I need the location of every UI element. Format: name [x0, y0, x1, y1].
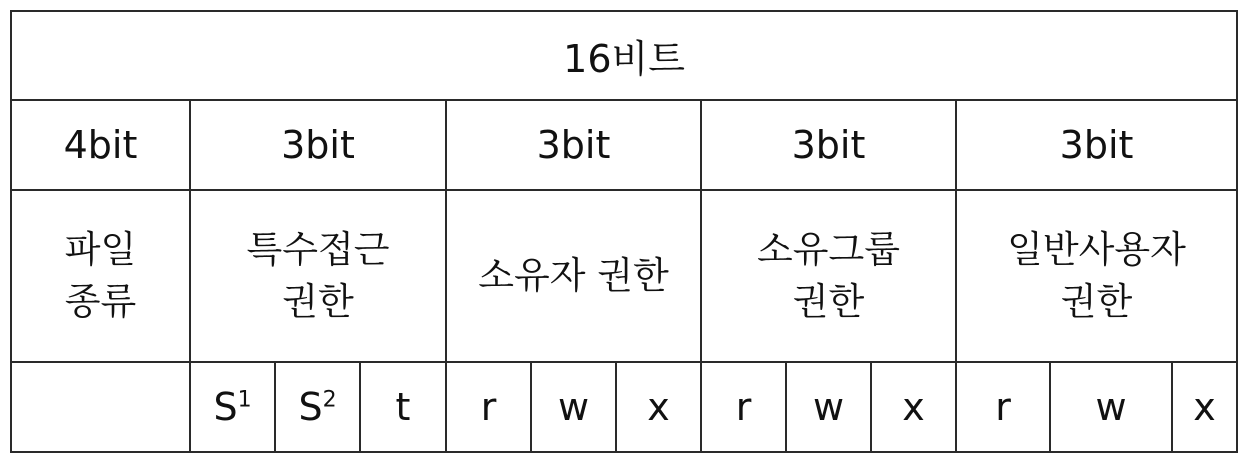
special-permission-label [190, 190, 446, 362]
other-execute-flag: x [1172, 362, 1237, 452]
bit-layout-diagram [10, 10, 1236, 451]
flag-letter: S [213, 385, 238, 429]
permission-bit-table [10, 10, 1238, 453]
owner-read-flag: r [446, 362, 531, 452]
label-line: 일반사용자 [1007, 228, 1186, 271]
flag-superscript: 2 [322, 387, 337, 413]
group-permission-label [701, 190, 956, 362]
other-read-flag: r [956, 362, 1050, 452]
group-bit-width: 3bit [701, 100, 956, 190]
label-line: 파일 [64, 228, 137, 271]
other-bit-width: 3bit [956, 100, 1237, 190]
flag-superscript: 1 [237, 387, 252, 413]
owner-execute-flag: x [616, 362, 701, 452]
owner-write-flag: w [531, 362, 616, 452]
label-line: 권한 [282, 280, 354, 323]
other-write-flag: w [1050, 362, 1172, 452]
label-line: 종류 [64, 280, 137, 323]
file-type-label [11, 190, 190, 362]
total-bits-title: 16비트 [11, 11, 1237, 100]
special-bit-width: 3bit [190, 100, 446, 190]
other-permission-label [956, 190, 1237, 362]
label-line: 소유그룹 [757, 228, 900, 271]
group-read-flag: r [701, 362, 786, 452]
setuid-flag [190, 362, 275, 452]
flag-letter: S [298, 385, 323, 429]
group-write-flag: w [786, 362, 871, 452]
label-line: 권한 [792, 280, 865, 323]
owner-bit-width: 3bit [446, 100, 701, 190]
flag-letter: t [395, 385, 411, 429]
label-line: 권한 [1060, 280, 1133, 323]
label-line: 특수접근 [246, 228, 390, 271]
setgid-flag [275, 362, 360, 452]
file-type-flag-cell [11, 362, 190, 452]
owner-permission-label [446, 190, 701, 362]
group-execute-flag: x [871, 362, 956, 452]
label-line: 소유자 권한 [478, 254, 669, 297]
file-type-bit-width: 4bit [11, 100, 190, 190]
sticky-flag [360, 362, 446, 452]
